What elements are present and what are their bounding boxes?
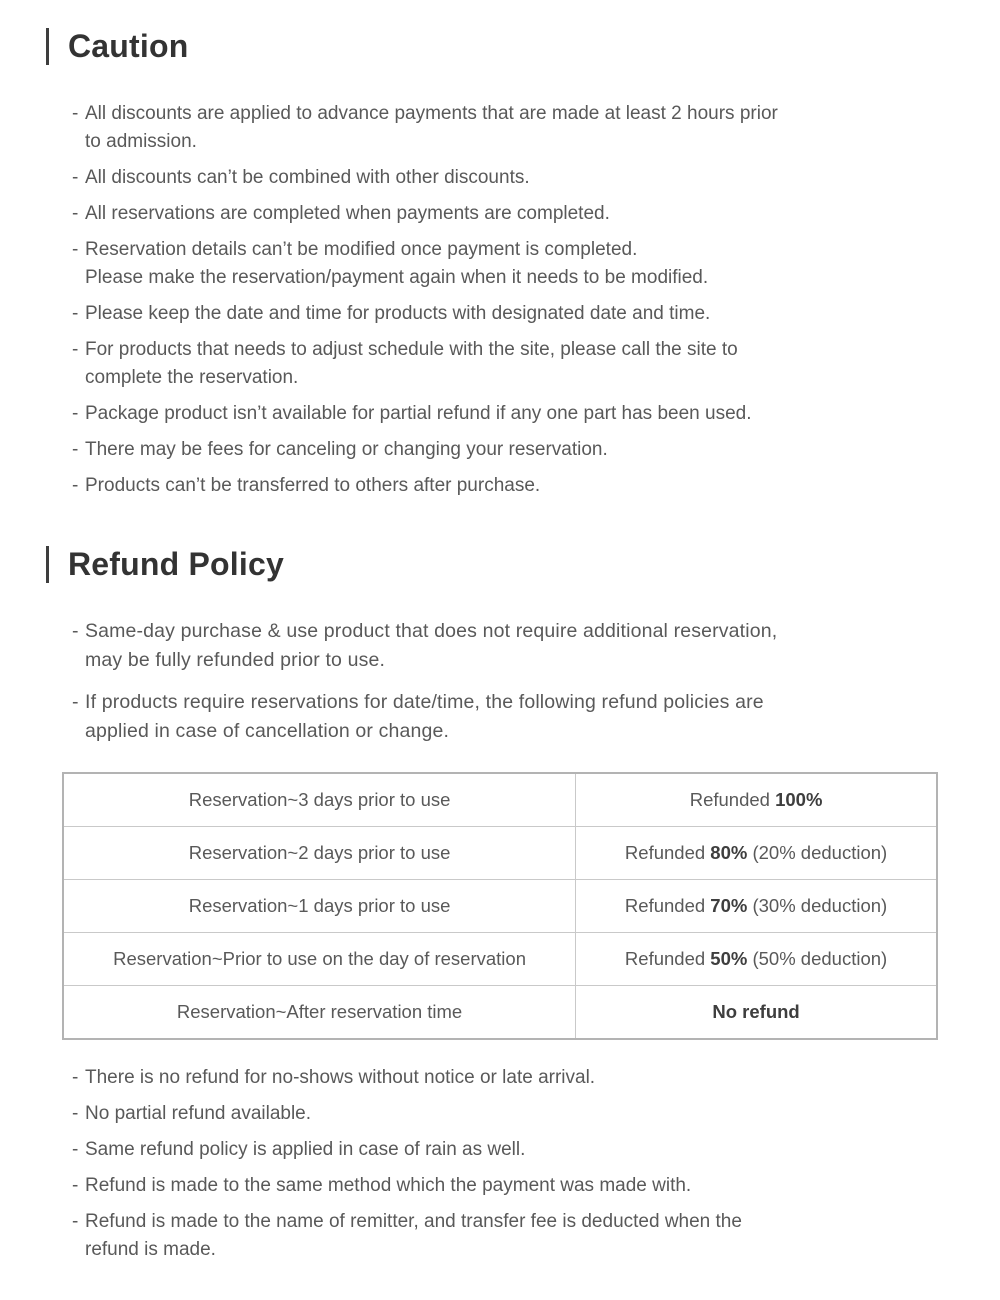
caution-list: [46, 100, 942, 500]
bullet-line: to admission.: [85, 131, 197, 152]
table-row: [63, 880, 937, 933]
bullet-marker: -: [72, 403, 79, 424]
bullet-text: [85, 336, 942, 392]
bullet-line: applied in case of cancellation or change.: [85, 720, 450, 742]
bullet-line: refund is made.: [85, 1239, 216, 1260]
bullet-marker: -: [72, 1211, 79, 1232]
condition-cell: Reservation~After reservation time: [63, 986, 576, 1040]
bullet-line: Package product isn’t available for partial refund if any one part has been used.: [85, 403, 752, 424]
refund-cell: [576, 986, 937, 1040]
bullet-item: [72, 688, 942, 746]
refund-cell: [576, 933, 937, 986]
condition-cell: Reservation~1 days prior to use: [63, 880, 576, 933]
bullet-text: [85, 436, 942, 464]
bullet-line: There may be fees for canceling or changing your reservation.: [85, 439, 608, 460]
bullet-line: complete the reservation.: [85, 367, 299, 388]
refund-text: Refunded: [624, 895, 711, 916]
bullet-item: [72, 336, 942, 392]
caution-title: Caution: [68, 28, 189, 64]
bullet-marker: -: [72, 1103, 79, 1124]
bullet-text: [85, 100, 942, 156]
bullet-item: [72, 236, 942, 292]
bullet-text: [85, 1064, 942, 1092]
bullet-text: [85, 1100, 942, 1128]
bullet-line: All discounts can’t be combined with other discounts.: [85, 167, 530, 188]
refund-cell: [576, 880, 937, 933]
bullet-line: Please make the reservation/payment again when it needs to be modified.: [85, 267, 709, 288]
title-bar: [46, 28, 49, 65]
bullet-marker: -: [72, 239, 79, 260]
refund-text: Refunded: [624, 842, 711, 863]
bullet-item: [72, 436, 942, 464]
refund-text: (50% deduction): [747, 948, 888, 969]
bullet-line: may be fully refunded prior to use.: [85, 649, 386, 671]
bullet-text: [85, 617, 942, 675]
refund-title: Refund Policy: [68, 546, 284, 582]
bullet-text: [85, 236, 942, 292]
bullet-text: [85, 1208, 942, 1264]
refund-bold-text: 70%: [710, 895, 748, 916]
table-row: [63, 986, 937, 1040]
bullet-item: [72, 1100, 942, 1128]
bullet-line: All reservations are completed when payments are completed.: [85, 203, 610, 224]
bullet-item: [72, 1208, 942, 1264]
bullet-line: Reservation details can’t be modified once payment is completed.: [85, 239, 638, 260]
bullet-marker: -: [72, 1067, 79, 1088]
bullet-line: Please keep the date and time for products with designated date and time.: [85, 303, 711, 324]
refund-bold-text: 80%: [710, 842, 748, 863]
refund-cell: [576, 773, 937, 827]
bullet-line: Refund is made to the name of remitter, and transfer fee is deducted when the: [85, 1211, 742, 1232]
bullet-line: All discounts are applied to advance payments that are made at least 2 hours prior: [85, 103, 778, 124]
bullet-marker: -: [72, 1175, 79, 1196]
refund-text: Refunded: [624, 948, 711, 969]
refund-policy-table: [62, 772, 938, 1040]
bullet-item: [72, 617, 942, 675]
bullet-line: Same-day purchase & use product that does not require additional reservation,: [85, 620, 778, 642]
bullet-line: No partial refund available.: [85, 1103, 312, 1124]
bullet-line: Same refund policy is applied in case of rain as well.: [85, 1139, 526, 1160]
refund-bold-text: 50%: [710, 948, 748, 969]
title-bar: [46, 546, 49, 583]
bullet-text: [85, 472, 942, 500]
bullet-line: Refund is made to the same method which the payment was made with.: [85, 1175, 692, 1196]
table-row: [63, 827, 937, 880]
condition-cell: Reservation~Prior to use on the day of reservation: [63, 933, 576, 986]
refund-text: Refunded: [689, 789, 776, 810]
bullet-marker: -: [72, 103, 79, 124]
bullet-line: If products require reservations for date/time, the following refund policies are: [85, 691, 764, 713]
bullet-item: [72, 1064, 942, 1092]
bullet-marker: -: [72, 1139, 79, 1160]
bullet-marker: -: [72, 167, 79, 188]
bullet-text: [85, 164, 942, 192]
refund-bold-text: 100%: [775, 789, 823, 810]
condition-cell: Reservation~3 days prior to use: [63, 773, 576, 827]
bullet-marker: -: [72, 475, 79, 496]
refund-bold-text: No refund: [712, 1001, 800, 1022]
refund-notes-list: [46, 1064, 942, 1264]
caution-heading: [46, 26, 942, 66]
refund-text: (30% deduction): [747, 895, 888, 916]
bullet-marker: -: [72, 203, 79, 224]
condition-cell: Reservation~2 days prior to use: [63, 827, 576, 880]
bullet-text: [85, 688, 942, 746]
bullet-line: For products that needs to adjust schedule with the site, please call the site to: [85, 339, 738, 360]
section-caution: [46, 26, 942, 500]
section-refund-policy: [46, 544, 942, 1264]
bullet-marker: -: [72, 620, 79, 642]
bullet-marker: -: [72, 303, 79, 324]
bullet-text: [85, 400, 942, 428]
bullet-item: [72, 1136, 942, 1164]
table-row: [63, 773, 937, 827]
bullet-text: [85, 1172, 942, 1200]
bullet-line: There is no refund for no-shows without notice or late arrival.: [85, 1067, 596, 1088]
bullet-marker: -: [72, 691, 79, 713]
refund-heading: [46, 544, 942, 584]
bullet-marker: -: [72, 339, 79, 360]
bullet-item: [72, 1172, 942, 1200]
bullet-item: [72, 300, 942, 328]
bullet-text: [85, 1136, 942, 1164]
bullet-item: [72, 472, 942, 500]
bullet-item: [72, 164, 942, 192]
bullet-marker: -: [72, 439, 79, 460]
bullet-item: [72, 100, 942, 156]
table-row: [63, 933, 937, 986]
bullet-text: [85, 200, 942, 228]
bullet-text: [85, 300, 942, 328]
refund-text: (20% deduction): [747, 842, 888, 863]
refund-cell: [576, 827, 937, 880]
bullet-item: [72, 400, 942, 428]
refund-intro-list: [46, 617, 942, 746]
bullet-item: [72, 200, 942, 228]
bullet-line: Products can’t be transferred to others after purchase.: [85, 475, 541, 496]
